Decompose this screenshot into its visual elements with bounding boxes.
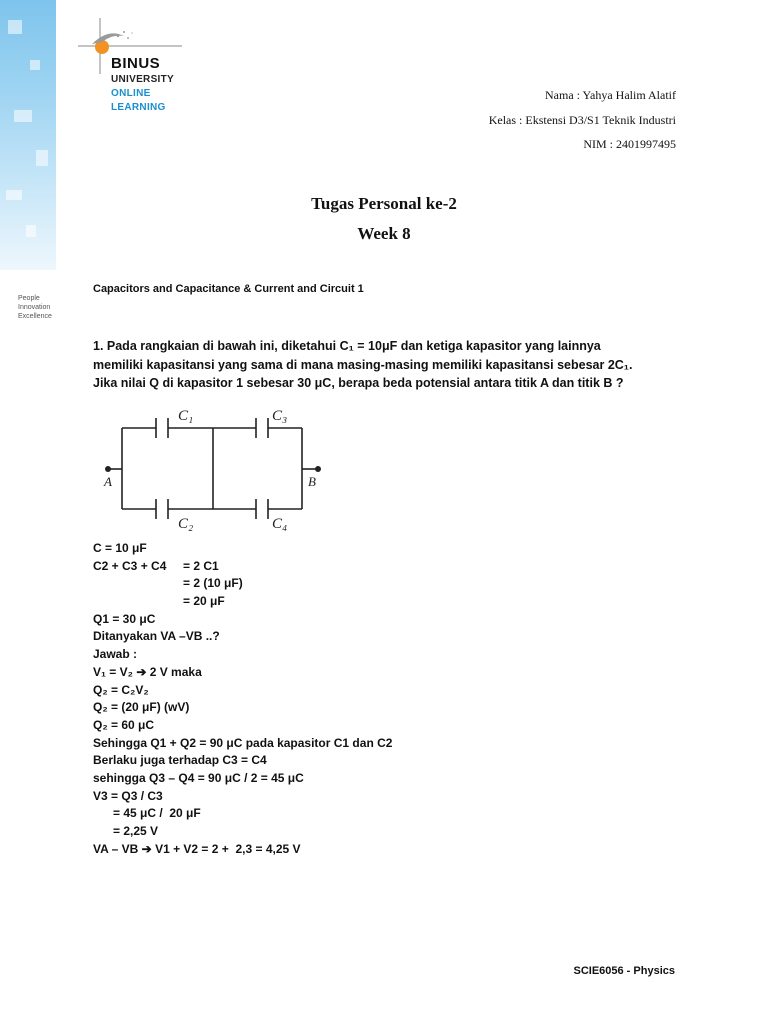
logo-university-text: UNIVERSITY <box>111 74 175 85</box>
label-c4: C₄ <box>272 516 288 532</box>
solution-line: Jawab : <box>93 647 138 662</box>
student-name: Nama : Yahya Halim Alatif <box>545 88 676 102</box>
question-line: memiliki kapasitansi yang sama di mana masing-masing memiliki kapasitansi sebesar 2C₁. <box>93 358 633 372</box>
label-a: A <box>104 474 112 489</box>
solution-line: = 45 μC / 20 μF <box>93 806 201 821</box>
solution-line: Sehingga Q1 + Q2 = 90 μC pada kapasitor C1 dan C2 <box>93 735 393 750</box>
solution-line: Berlaku juga terhadap C3 = C4 <box>93 753 267 768</box>
logo-online-text: ONLINE <box>111 88 151 99</box>
logo-brand-text: BINUS <box>111 55 161 72</box>
question-line: Jika nilai Q di kapasitor 1 sebesar 30 μC, berapa beda potensial antara titik A dan titik B ? <box>93 376 624 390</box>
label-c2: C₂ <box>178 516 194 532</box>
course-footer: SCIE6056 - Physics <box>573 965 675 977</box>
solution-line: sehingga Q3 – Q4 = 90 μC / 2 = 45 μC <box>93 770 304 785</box>
solution-line: C2 + C3 + C4 = 2 C1 <box>93 558 219 573</box>
document-title: Tugas Personal ke-2 <box>311 194 457 213</box>
tagline-line: People <box>18 295 40 302</box>
solution-line: = 2,25 V <box>93 824 159 838</box>
label-c3: C₃ <box>272 408 288 424</box>
solution-line: = 2 (10 μF) <box>93 576 243 591</box>
student-nim: NIM : 2401997495 <box>583 137 676 151</box>
label-b: B <box>308 474 316 489</box>
terminal-b-dot <box>315 466 321 472</box>
tagline-line: Excellence <box>18 313 52 320</box>
logo-learning-text: LEARNING <box>111 102 166 113</box>
section-subtitle: Capacitors and Capacitance & Current and Circuit 1 <box>93 283 364 295</box>
circuit-diagram <box>96 403 336 538</box>
solution-line: Q₂ = (20 μF) (wV) <box>93 700 190 715</box>
solution-line: V3 = Q3 / C3 <box>93 788 163 803</box>
student-class: Kelas : Ekstensi D3/S1 Teknik Industri <box>488 113 676 127</box>
document-week: Week 8 <box>357 224 411 243</box>
solution-line: Q₂ = C₂V₂ <box>93 682 149 697</box>
solution-line: Q₂ = 60 μC <box>93 717 155 732</box>
solution-line: = 20 μF <box>93 594 225 609</box>
solution-block <box>93 540 392 858</box>
solution-line: Q1 = 30 μC <box>93 611 156 626</box>
solution-line: VA – VB ➔ V1 + V2 = 2 + 2,3 = 4,25 V <box>93 841 301 856</box>
solution-line: C = 10 μF <box>93 541 147 555</box>
solution-line: V₁ = V₂ ➔ 2 V maka <box>93 664 202 679</box>
tagline <box>18 294 52 321</box>
label-c1: C₁ <box>178 408 194 424</box>
question-line: 1. Pada rangkaian di bawah ini, diketahui C₁ = 10μF dan ketiga kapasitor yang lainnya <box>93 339 601 353</box>
solution-line: Ditanyakan VA –VB ..? <box>93 629 220 644</box>
terminal-a-dot <box>105 466 111 472</box>
tagline-line: Innovation <box>18 304 51 311</box>
